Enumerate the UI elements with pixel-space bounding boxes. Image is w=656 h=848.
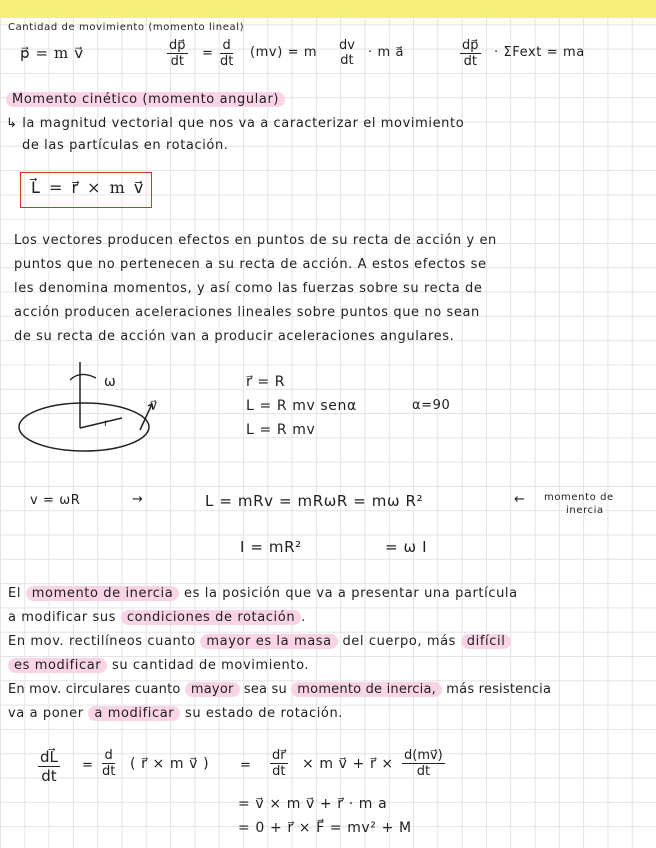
inertia-line-3 <box>8 634 511 649</box>
section-description-1: ↳ la magnitud vectorial que nos va a caracterizar el movimiento <box>6 116 465 131</box>
inertia-l3-highlight-1: mayor es la masa <box>200 634 337 649</box>
side-eq-1: r⃗ = R <box>246 374 286 390</box>
inertia-l3-mid: del cuerpo, más <box>342 634 457 649</box>
dr-dt-fraction <box>270 748 288 779</box>
inertia-l2-pre: a modificar sus <box>8 610 117 625</box>
inertia-line-1 <box>8 586 518 601</box>
dp2-denominator: dt <box>463 54 477 69</box>
dp-denominator: dt <box>170 54 184 69</box>
inertia-l5-post: más resistencia <box>446 682 552 697</box>
ma-term: · m a⃗ <box>368 45 405 60</box>
inertia-l5-highlight-2: momento de inercia, <box>291 682 442 697</box>
momentum-definition: p⃗ = m v⃗ <box>20 44 84 62</box>
side-eq-2: L = R mv senα <box>246 398 357 414</box>
dr-denominator: dt <box>272 764 286 779</box>
dp-numerator: dp⃗ <box>169 38 186 53</box>
angular-momentum-formula: L⃗ = r⃗ × m v⃗ <box>31 178 146 197</box>
derivation-row-3: = 0 + r⃗ × F⃗ = mv² + M <box>238 820 412 836</box>
inertia-l2-post: . <box>301 610 306 625</box>
inertia-l5-pre: En mov. circulares cuanto <box>8 682 181 697</box>
title-subtitle: (momento lineal) <box>148 22 245 33</box>
inertia-l4-highlight: es modificar <box>8 658 107 673</box>
dp2-numerator: dp⃗ <box>462 38 479 53</box>
note-line-2: inercia <box>566 505 604 516</box>
sum-forces: · ΣFext = ma <box>494 45 585 60</box>
velocity-label: v⃗ <box>150 398 158 412</box>
inertia-line-4 <box>8 658 309 673</box>
paragraph-line-5: de su recta de acción van a producir aceleraciones angulares. <box>14 329 455 344</box>
derivation-row-2: = v⃗ × m v⃗ + r⃗ · m a <box>238 796 388 812</box>
inertia-line-2 <box>8 610 306 625</box>
inertia-l4-post: su cantidad de movimiento. <box>111 658 310 673</box>
dL-numerator: dL⃗ <box>40 748 58 766</box>
cross-product-term: ( r⃗ × m v⃗ ) <box>130 756 210 772</box>
omega-label: ω <box>104 374 117 390</box>
inertia-l3-pre: En mov. rectilíneos cuanto <box>8 634 196 649</box>
inertia-l1-post: es la posición que va a presentar una partícula <box>184 586 518 601</box>
expansion-term: × m v⃗ + r⃗ × <box>302 756 394 772</box>
dL-dt-fraction <box>38 748 60 785</box>
dv-numerator: dv <box>339 38 355 53</box>
inertia-l6-post: su estado de rotación. <box>184 706 344 721</box>
d-op-numerator: d <box>102 748 115 764</box>
v-omega-r: v = ωR <box>30 493 81 508</box>
d-op-denominator: dt <box>102 764 116 779</box>
deriv-equals-2: = <box>240 758 252 773</box>
inertia-l1-pre: El <box>8 586 22 601</box>
radius-label: r <box>104 418 109 429</box>
dmv-denominator: dt <box>416 764 431 779</box>
mv-term: (mv) = m <box>250 45 318 60</box>
inertia-l3-highlight-2: difícil <box>461 634 512 649</box>
dr-numerator: dr⃗ <box>272 748 286 763</box>
inertia-l5-mid: sea su <box>243 682 287 697</box>
side-eq-3: L = R mv <box>246 422 316 438</box>
section-description-2: de las partículas en rotación. <box>22 138 229 153</box>
omega-i: = ω I <box>385 538 428 556</box>
note-line-1: momento de <box>544 492 614 503</box>
paragraph-line-1: Los vectores producen efectos en puntos de su recta de acción y en <box>14 233 497 248</box>
equals-sign: = <box>202 46 214 61</box>
d-numerator: d <box>220 38 233 54</box>
dmv-dt-fraction <box>402 748 445 779</box>
inertia-formula: I = mR² <box>240 538 302 556</box>
inertia-l6-pre: va a poner <box>8 706 84 721</box>
angular-momentum-relation: L = mRv = mRωR = mω R² <box>205 492 424 510</box>
inertia-l1-highlight: momento de inercia <box>26 586 180 601</box>
dv-denominator: dt <box>340 53 354 68</box>
title-text: Cantidad de movimiento <box>8 22 145 33</box>
relation-arrow: → <box>132 492 144 507</box>
inertia-l5-highlight-1: mayor <box>185 682 240 697</box>
inertia-line-5 <box>8 682 551 697</box>
paragraph-line-3: les denomina momentos, y así como las fuerzas sobre su recta de <box>14 281 483 296</box>
dL-denominator: dt <box>41 767 57 785</box>
radius-vector <box>80 418 122 428</box>
inertia-l6-highlight: a modificar <box>88 706 180 721</box>
section-title-highlight: Momento cinético (momento angular) <box>6 92 285 107</box>
alpha-value: α=90 <box>412 398 451 413</box>
d-dt-op <box>102 748 115 779</box>
inertia-line-6 <box>8 706 343 721</box>
paragraph-line-4: acción producen aceleraciones lineales sobre puntos que no sean <box>14 305 480 320</box>
d-denominator: dt <box>220 54 234 69</box>
paragraph-line-2: puntos que no pertenecen a su recta de acción. A estos efectos se <box>14 257 487 272</box>
rotation-arrow <box>70 374 96 380</box>
deriv-equals: = <box>82 758 94 773</box>
dmv-numerator: d(mv⃗) <box>404 748 443 763</box>
note-arrow: ← <box>514 492 526 507</box>
inertia-l2-highlight: condiciones de rotación <box>121 610 301 625</box>
